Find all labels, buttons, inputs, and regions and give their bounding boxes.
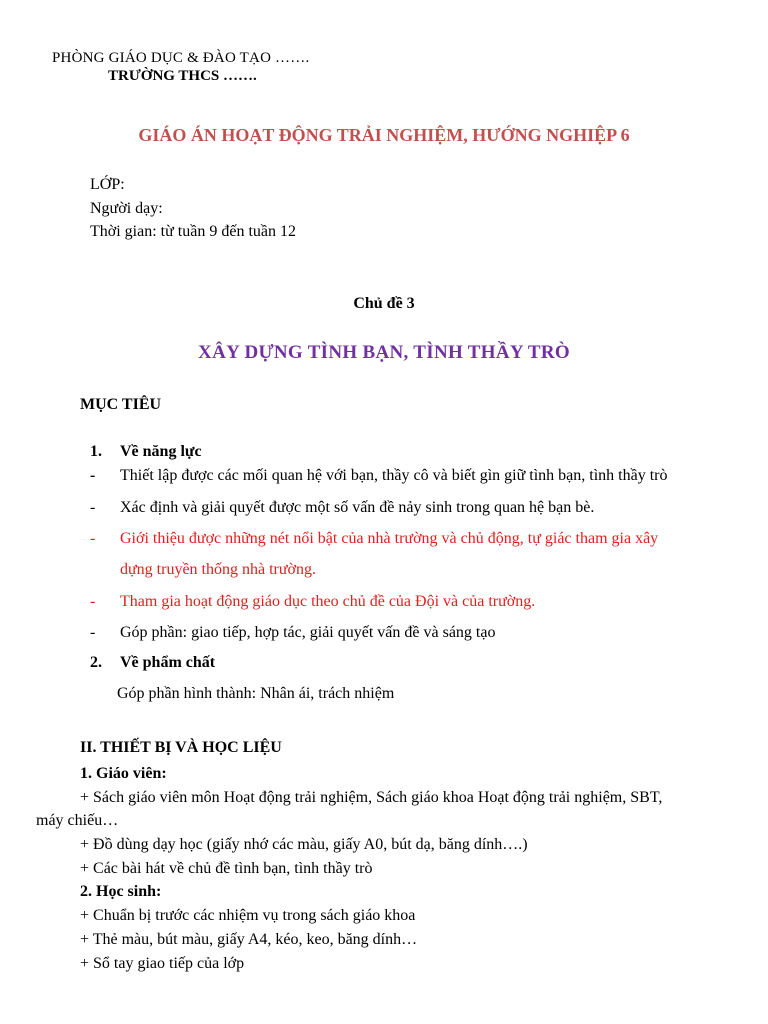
list-item [90, 529, 658, 549]
topic-number: Chủ đề 3 [353, 295, 415, 312]
quality-heading-text: Về phẩm chất [120, 654, 216, 671]
competence-heading-text: Về năng lực [120, 443, 202, 460]
list-item-text: Giới thiệu được những nét nổi bật của nhà trường và chủ động, tự giác tham gia xây [120, 530, 659, 547]
list-item-continuation: máy chiếu… [36, 812, 119, 829]
student-materials-heading: 2. Học sinh: [80, 883, 162, 900]
list-item [90, 498, 594, 518]
list-dash: - [90, 499, 96, 516]
teacher-materials-heading: 1. Giáo viên: [80, 765, 167, 782]
competence-number: 1. [90, 443, 102, 460]
time-label: Thời gian: từ tuần 9 đến tuần 12 [90, 223, 296, 240]
list-item [90, 623, 495, 643]
list-dash: - [90, 530, 96, 547]
list-item: + Thẻ màu, bút màu, giấy A4, kéo, keo, băng dính… [80, 931, 418, 948]
lesson-plan-title: GIÁO ÁN HOẠT ĐỘNG TRẢI NGHIỆM, HƯỚNG NGHIỆP 6 [138, 125, 630, 145]
teacher-label: Người dạy: [90, 200, 163, 217]
department-header: PHÒNG GIÁO DỤC & ĐÀO TẠO ……. [52, 50, 310, 66]
list-item: + Sổ tay giao tiếp của lớp [80, 955, 245, 972]
school-header: TRƯỜNG THCS ……. [108, 68, 257, 84]
list-dash: - [90, 593, 96, 610]
list-item-text: Thiết lập được các mối quan hệ với bạn, thầy cô và biết gìn giữ tình bạn, tình thầy trò [120, 467, 668, 484]
quality-number: 2. [90, 654, 102, 671]
list-item-text: Góp phần: giao tiếp, hợp tác, giải quyết vấn đề và sáng tạo [120, 624, 496, 641]
topic-title: XÂY DỰNG TÌNH BẠN, TÌNH THẦY TRÒ [198, 342, 570, 363]
list-item: + Đồ dùng dạy học (giấy nhớ các màu, giấy A0, bút dạ, băng dính….) [80, 836, 528, 853]
list-item: + Sách giáo viên môn Hoạt động trải nghiệm, Sách giáo khoa Hoạt động trải nghiệm, SBT, [80, 789, 663, 806]
list-item-text: Tham gia hoạt động giáo dục theo chủ đề của Đội và của trường. [120, 593, 536, 610]
list-item: + Chuẩn bị trước các nhiệm vụ trong sách giáo khoa [80, 907, 416, 924]
list-dash: - [90, 467, 96, 484]
list-item: + Các bài hát về chủ đề tình bạn, tình thầy trò [80, 860, 373, 877]
list-dash: - [90, 624, 96, 641]
list-item [90, 466, 667, 486]
objectives-heading: MỤC TIÊU [80, 396, 162, 413]
list-item [90, 592, 535, 612]
quality-text: Góp phần hình thành: Nhân ái, trách nhiệm [117, 685, 395, 702]
equipment-heading: II. THIẾT BỊ VÀ HỌC LIỆU [80, 739, 282, 756]
list-item-continuation: dựng truyền thống nhà trường. [120, 561, 316, 578]
competence-heading [90, 442, 202, 462]
quality-heading [90, 653, 215, 673]
list-item-text: Xác định và giải quyết được một số vấn đề nảy sinh trong quan hệ bạn bè. [120, 499, 595, 516]
class-label: LỚP: [90, 176, 125, 193]
